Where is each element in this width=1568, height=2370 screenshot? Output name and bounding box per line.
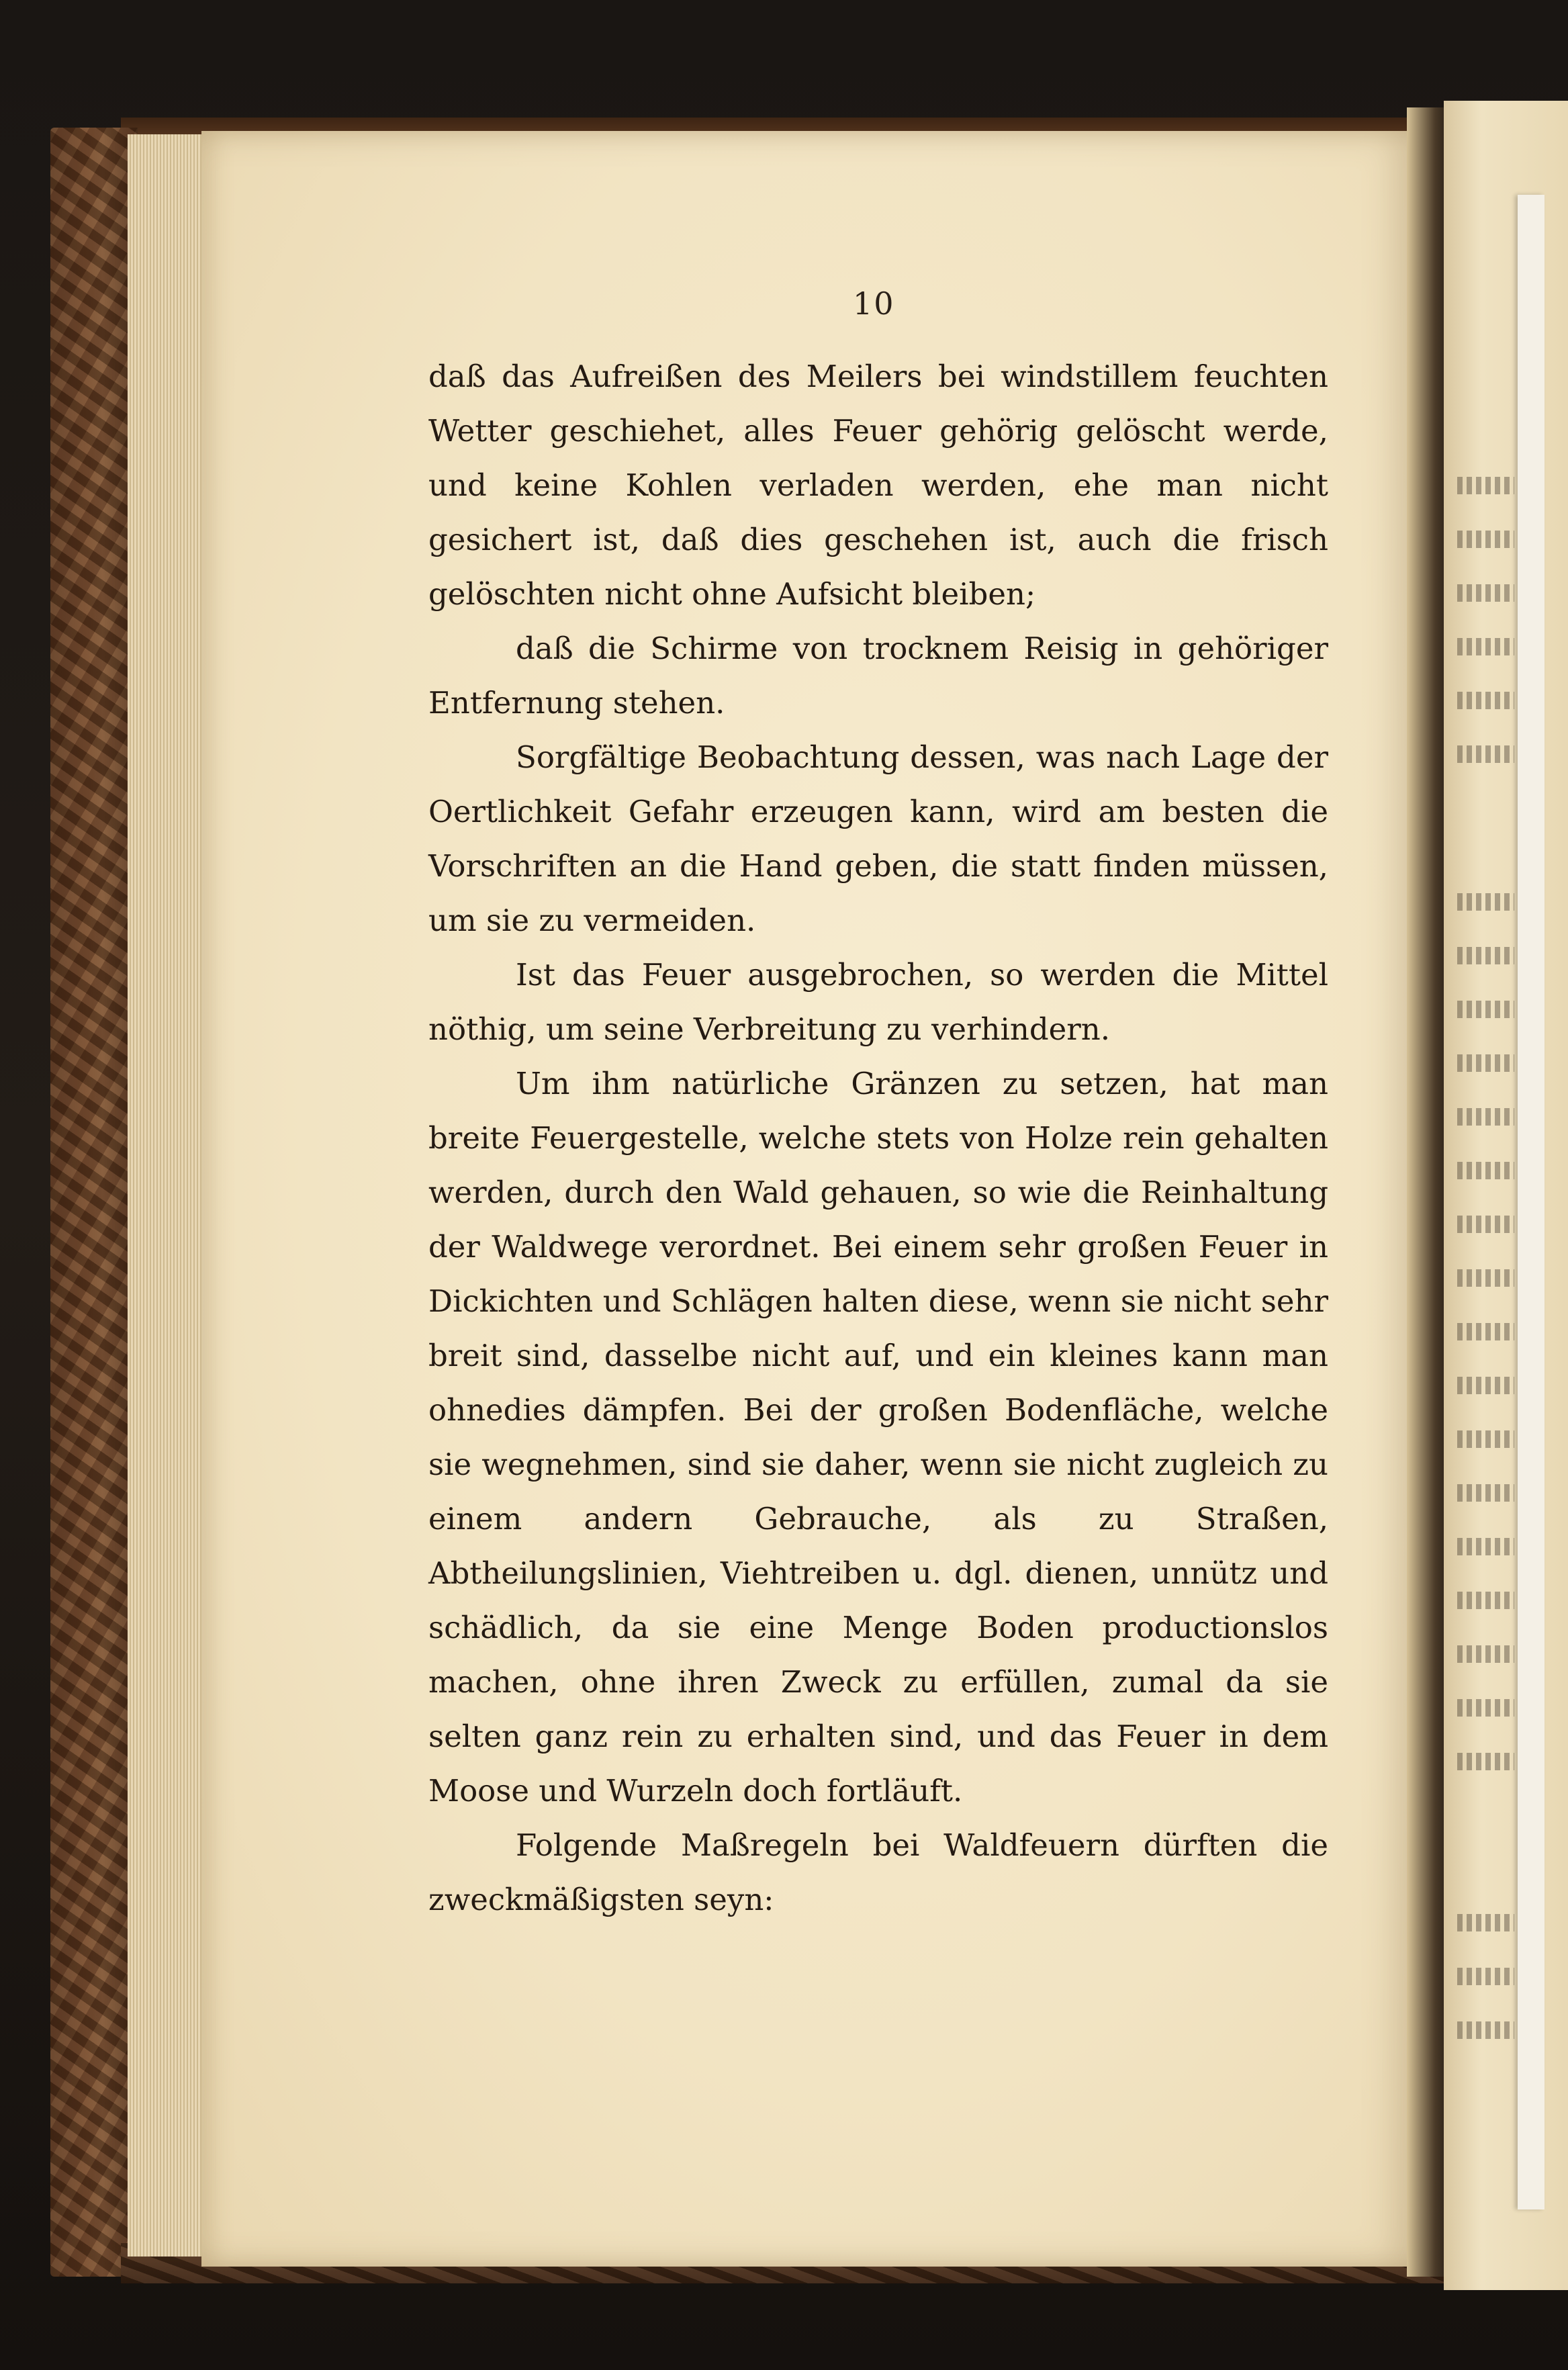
facing-text-fragment <box>1457 1699 1514 1717</box>
facing-text-fragment <box>1457 947 1514 964</box>
facing-text-fragment <box>1457 1001 1514 1018</box>
facing-text-fragment <box>1457 584 1514 602</box>
facing-text-fragment <box>1457 1538 1514 1555</box>
facing-text-fragment <box>1457 1323 1514 1340</box>
facing-text-fragment <box>1457 1162 1514 1179</box>
facing-text-fragment <box>1457 531 1514 548</box>
page-text <box>428 349 1328 1927</box>
facing-text-fragment <box>1457 1914 1514 1931</box>
facing-text-fragment <box>1457 1377 1514 1394</box>
facing-text-fragment <box>1457 1108 1514 1126</box>
facing-text-fragment <box>1457 1216 1514 1233</box>
facing-text-fragment <box>1457 1054 1514 1072</box>
facing-page-edge <box>1444 101 1568 2290</box>
facing-text-fragment <box>1457 1430 1514 1448</box>
paragraph: daß die Schirme von trocknem Reisig in gehöriger Entfernung stehen. <box>428 631 1328 721</box>
facing-text-fragment <box>1457 1753 1514 1770</box>
paragraph: Ist das Feuer ausgebrochen, so werden die Mittel nöthig, um seine Verbreitung zu verhindern. <box>428 957 1328 1047</box>
marbled-cover-left <box>50 128 138 2277</box>
facing-text-fragment <box>1457 1484 1514 1502</box>
facing-text-fragment <box>1457 638 1514 655</box>
facing-text-fragment <box>1457 2021 1514 2039</box>
facing-text-fragment <box>1457 1645 1514 1663</box>
paragraph: Folgende Maßregeln bei Waldfeuern dürften die zweckmäßigsten seyn: <box>428 1827 1328 1917</box>
facing-text-fragment <box>1457 1269 1514 1287</box>
facing-text-fragment <box>1457 692 1514 709</box>
paragraph: daß das Aufreißen des Meilers bei windstillem feuchten Wetter geschiehet, alles Feuer gehörig gelöscht werde, und keine Kohlen verladen werden, ehe man nicht gesichert ist, daß dies geschehen ist, auch die frisch gelöschten nicht ohne Aufsicht bleiben; <box>428 359 1328 612</box>
facing-text-fragment <box>1457 477 1514 494</box>
facing-text-fragment <box>1457 1968 1514 1985</box>
facing-text-fragment <box>1457 1592 1514 1609</box>
paper-strip-bookmark <box>1518 195 1544 2209</box>
facing-text-fragment <box>1457 745 1514 763</box>
paragraph: Sorgfältige Beobachtung dessen, was nach Lage der Oertlichkeit Gefahr erzeugen kann, wird am besten die Vorschriften an die Hand geben, die statt finden müssen, um sie zu vermeiden. <box>428 739 1328 938</box>
paragraph: Um ihm natürliche Gränzen zu setzen, hat man breite Feuergestelle, welche stets von Holze rein gehalten werden, durch den Wald gehauen, so wie die Reinhaltung der Waldwege verordnet. Bei einem sehr großen Feuer in Dickichten und Schlägen halten diese, wenn sie nicht sehr breit sind, dasselbe nicht auf, und ein kleines kann man ohnedies dämpfen. Bei der großen Bodenfläche, welche sie wegnehmen, sind sie daher, wenn sie nicht zugleich zu einem andern Gebrauche, als zu Straßen, Abtheilungslinien, Viehtreiben u. dgl. dienen, unnütz und schädlich, da sie eine Menge Boden productionslos machen, ohne ihren Zweck zu erfüllen, zumal da sie selten ganz rein zu erhalten sind, und das Feuer in dem Moose und Wurzeln doch fortläuft. <box>428 1066 1328 1809</box>
facing-text-fragment <box>1457 893 1514 911</box>
page-number: 10 <box>853 285 895 322</box>
